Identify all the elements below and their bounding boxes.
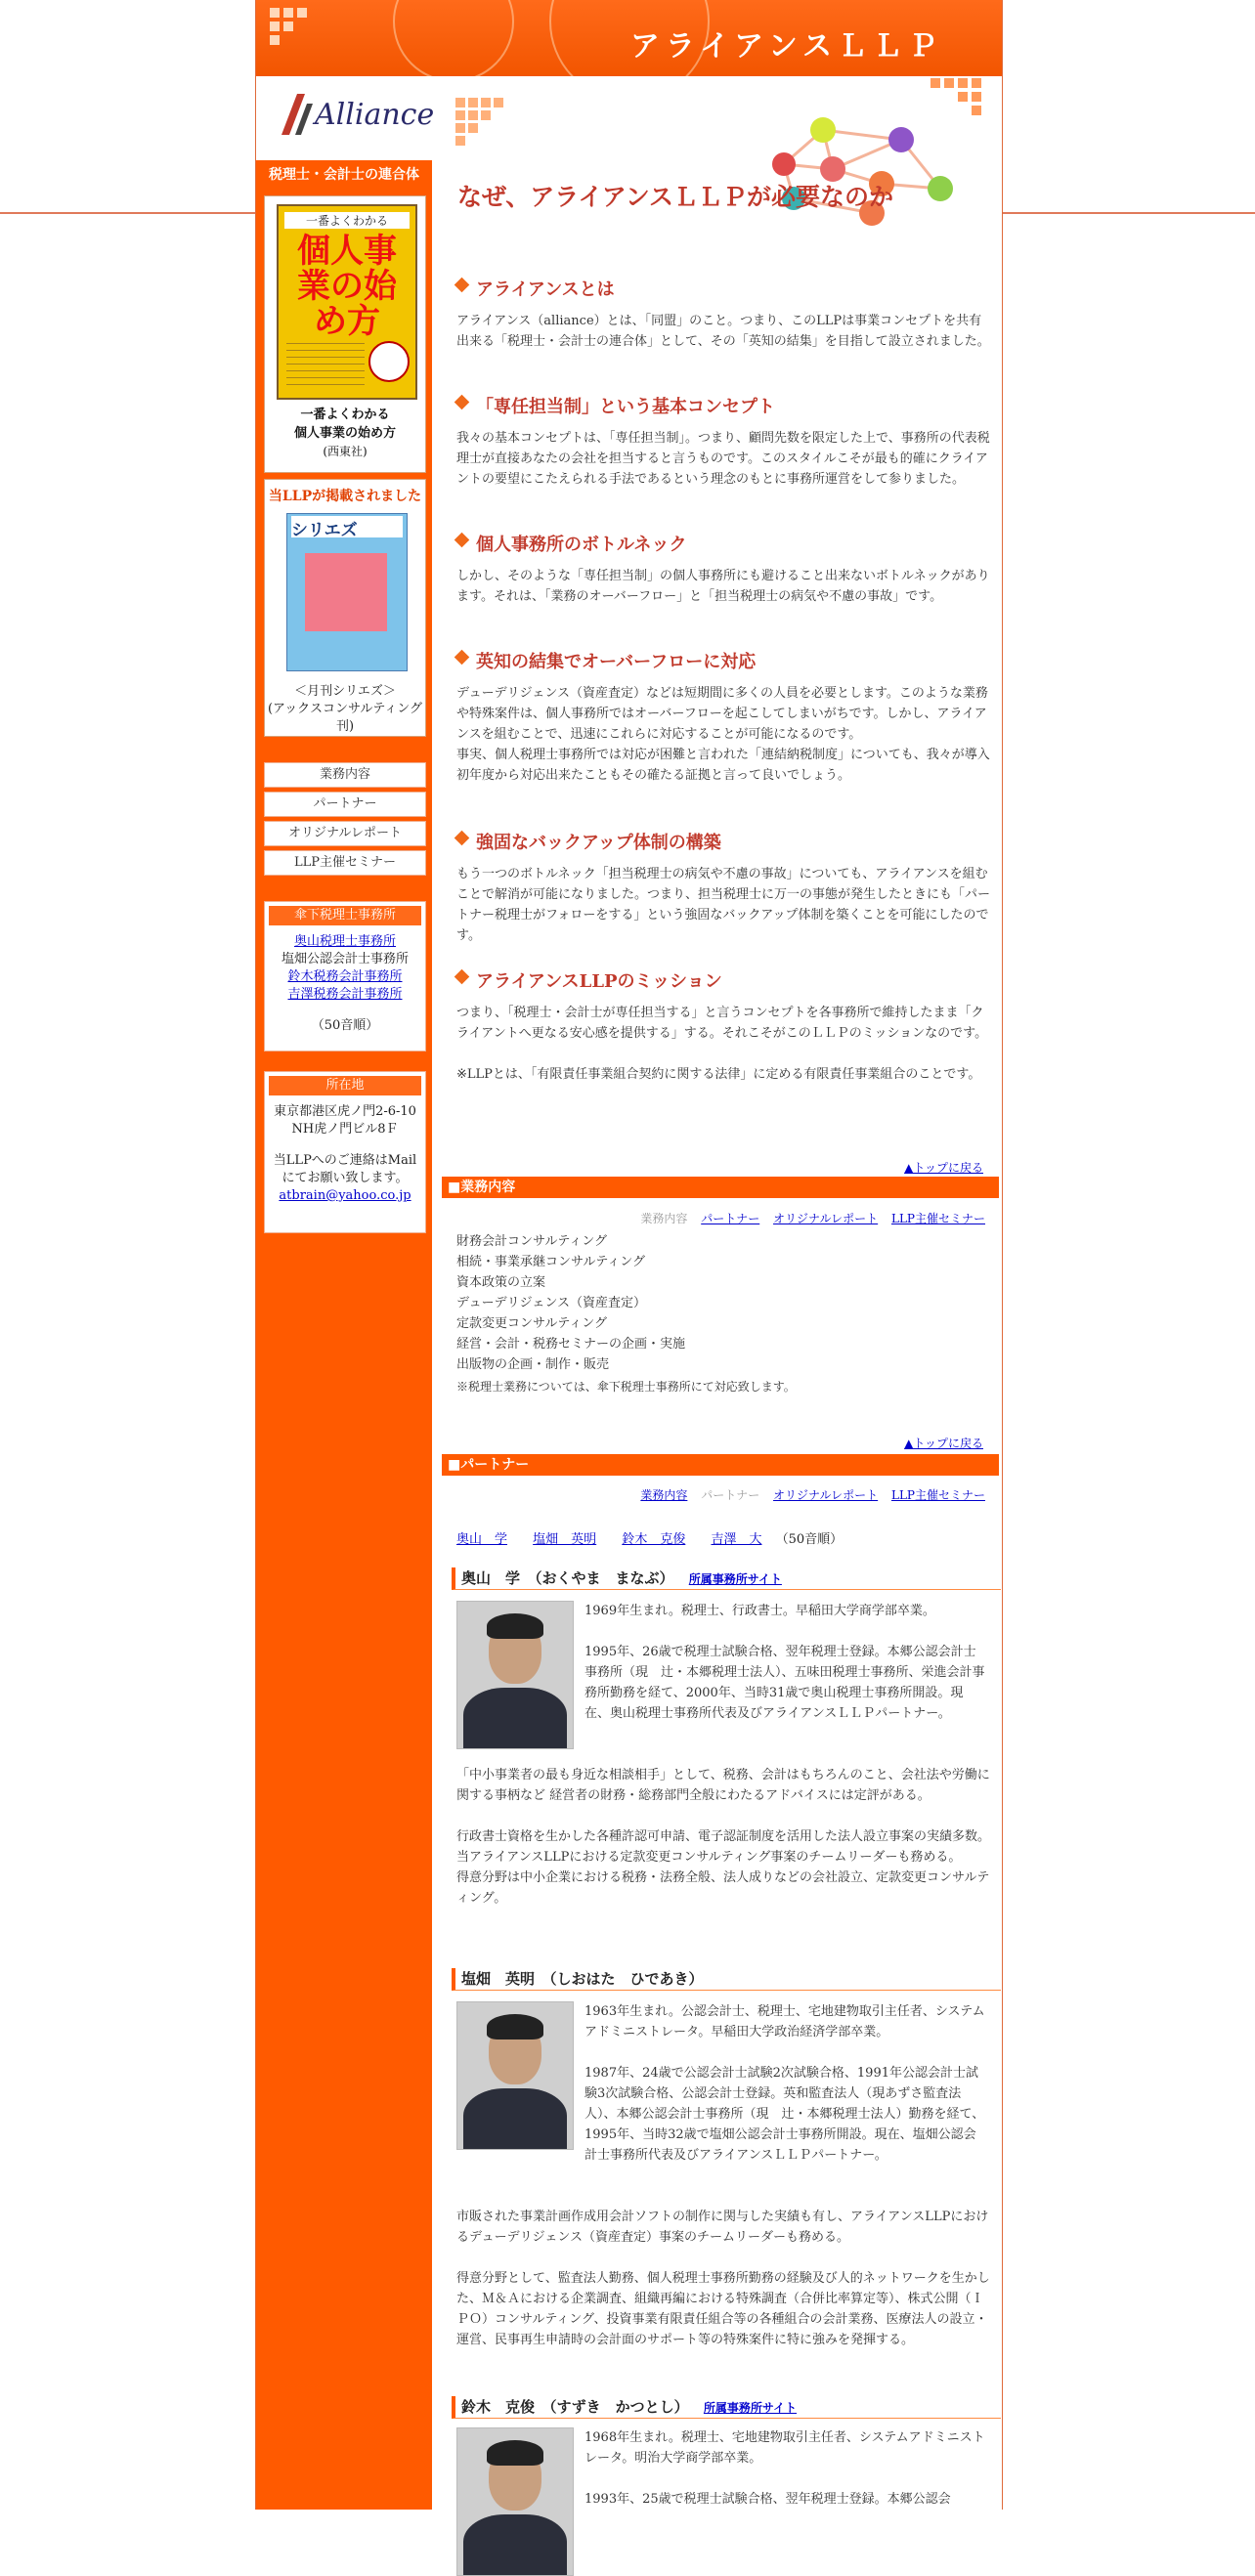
partner-name: 奥山 学 （おくやま まなぶ） [461, 1569, 674, 1587]
services-list [456, 1231, 796, 1397]
services-subnav [630, 1210, 985, 1226]
address-line1: 東京都港区虎ノ門2-6-10 [274, 1104, 416, 1119]
partner-profile-more [456, 1765, 990, 1909]
list-item: 出版物の企画・制作・販売 [456, 1357, 610, 1372]
partner-name: 塩畑 英明 （しおはた ひであき） [461, 1970, 704, 1988]
magazine-promo[interactable] [264, 479, 426, 737]
section-title: アライアンスLLPのミッション [476, 971, 722, 992]
section-title: 強固なバックアップ体制の構築 [476, 833, 721, 853]
list-item: 経営・会計・税務セミナーの企画・実施 [456, 1337, 686, 1352]
partner-name-links [456, 1528, 843, 1547]
section-bottleneck [456, 531, 992, 607]
site-title: アライアンスＬＬＰ [629, 29, 943, 64]
partner-profile-2: 1987年、24歳で公認会計士試験2次試験合格、1991年公認会計士試験3次試験合格、公認会計士登録。英和監査法人（現あずさ監査法人）、本郷公認会計士事務所（現 辻・本郷税理士法人）勤務を経て、1995年、当時32歳で塩畑公認会計士事務所開設。現在、塩畑公認会計士事務所代表及びアライアンスＬＬＰパートナー。 [584, 2066, 985, 2163]
office-site-link[interactable]: 所属事務所サイト [688, 1572, 782, 1586]
section-alliance [456, 276, 992, 352]
section-body: つまり、「税理士・会計士が専任担当する」と言うコンセプトを各事務所で維持したまま「クライアントへ更なる安心感を提供する」する。それこそがこのＬＬＰのミッションなのです。 ※LLPとは、「有限責任事業組合契約に関する法律」に定める有限責任事業組合のことです。 [456, 1006, 988, 1082]
diamond-bullet-icon [454, 395, 470, 410]
book-cover-title: 個人事業の始め方 [297, 232, 397, 341]
book-cover-decoration [286, 343, 365, 388]
partner-profile-3: 市販された事業計画作成用会計ソフトの制作に関与した実績も有し、アライアンスLLPにおけるデューデリジェンス（資産査定）事案のチームリーダーも務める。 [456, 2210, 989, 2245]
banner-grid-icon [270, 8, 338, 57]
diamond-bullet-icon [454, 533, 470, 548]
partner-profile-1: 1963年生まれ。公認会計士、税理士、宅地建物取引主任者、システムアドミニストレータ。早稲田大学政治経済学部卒業。 [584, 2004, 985, 2039]
to-top-link[interactable]: ▲トップに戻る [904, 1161, 983, 1175]
magazine-cover-title: シリエズ [291, 516, 403, 537]
services-note: ※税理士業務については、傘下税理士事務所にて対応致します。 [456, 1380, 796, 1394]
magazine-caption-line2: (アックスコンサルティング刊) [267, 702, 423, 734]
alliance-logo-icon [278, 90, 319, 137]
diamond-bullet-icon [454, 969, 470, 985]
logo-text: Alliance [315, 98, 435, 132]
partner-photo [456, 1601, 574, 1749]
section-title: 英知の結集でオーバーフローに対応 [476, 652, 757, 672]
section-body: しかし、そのような「専任担当制」の個人事務所にも避けること出来ないボトルネックがあります。それは、「業務のオーバーフロー」と「担当税理士の病気や不慮の事故」です。 [456, 569, 990, 604]
partner-profile-1: 1969年生まれ。税理士、行政書士。早稲田大学商学部卒業。 [584, 1604, 935, 1618]
hero-grid-icon [455, 98, 514, 147]
page-container [255, 0, 1003, 2510]
magazine-caption [265, 683, 425, 736]
section-title: アライアンスとは [476, 279, 615, 300]
partner-photo [456, 2427, 574, 2576]
office-text-shiohata: 塩畑公認会計士事務所 [281, 952, 409, 966]
subnav-services-current: 業務内容 [640, 1212, 688, 1225]
partner-profile-2: 1995年、26歳で税理士試験合格、翌年税理士登録。本郷公認会計士事務所（現 辻・本郷税理士法人）、五味田税理士事務所、栄進会計事務所勤務を経て、2000年、当時31歳で奥山税理士事務所開設。現在、奥山税理士事務所代表及びアライアンスＬＬＰパートナー。 [584, 1645, 985, 1721]
book-promo[interactable] [264, 195, 426, 473]
partner-profile [584, 1601, 985, 1724]
contact-note: 当LLPへのご連絡はMailにてお願い致します。 [273, 1153, 417, 1185]
partner-profile-more [456, 2207, 990, 2350]
diamond-bullet-icon [454, 278, 470, 293]
subnav-seminars[interactable]: LLP主催セミナー [890, 1212, 985, 1225]
subnav-partners[interactable]: パートナー [701, 1212, 760, 1225]
book-caption-line2: 個人事業の始め方 [293, 426, 396, 441]
list-item: 相続・事業承継コンサルティング [456, 1255, 646, 1269]
book-cover-top: 一番よくわかる [284, 212, 410, 229]
location-heading: 所在地 [269, 1076, 421, 1095]
offices-heading: 傘下税理士事務所 [269, 906, 421, 925]
partner-photo [456, 2001, 574, 2150]
subnav-seminars[interactable]: LLP主催セミナー [890, 1488, 985, 1502]
sidebar-nav-seminars[interactable]: LLP主催セミナー [264, 850, 426, 876]
sidebar-nav-partners[interactable]: パートナー [264, 792, 426, 817]
office-site-link[interactable]: 所属事務所サイト [703, 2401, 798, 2415]
partner-profile-1: 1968年生まれ。税理士、宅地建物取引主任者、システムアドミニストレータ。明治大学商学部卒業。 [584, 2430, 985, 2466]
section-body: デューデリジェンス（資産査定）などは短期間に多くの人員を必要とします。このような業務や特殊案件は、個人事務所ではオーバーフローを起こしてしまいがちです。しかし、アライアンスを組むことで、迅速にこれらに対応することが可能になるのです。 事実、個人税理士事務所では対応が困難と言われた「連結納税制度」についても、我々が導入初年度から対応出来たこともその確たる証拠と言って良いでしょう。 [456, 686, 990, 783]
partner-profile-4: 行政書士資格を生かした各種許認可申請、電子認証制度を活用した法人設立事案の実績多数。当アライアンスLLPにおける定款変更コンサルティング事案のチームリーダーも務める。 得意分野は中小企業における税務・法務全般、法人成りなどの会社設立、定款変更コンサルティング。 [456, 1829, 991, 1906]
offices-order-note: （50音順） [311, 1018, 379, 1033]
office-link-okuyama[interactable]: 奥山税理士事務所 [293, 934, 396, 949]
partner-profile-4: 得意分野として、監査法人勤務、個人税理士事務所勤務の経験及び人的ネットワークを生かした、Ｍ＆Ａにおける企業調査、組織再編における特殊調査（合併比率算定等）、株式公開（ＩＰＯ）コンサルティング、投資事業有限責任組合等の各種組合の会計業務、医療法人の設立・運営、民事再生申請時の会計面のサポート等の特殊案件に特に強みを発揮する。 [456, 2271, 990, 2347]
section-title: 個人事務所のボトルネック [476, 535, 687, 555]
magazine-caption-line1: ＜月刊シリエズ＞ [294, 684, 396, 699]
section-mission [456, 967, 992, 1085]
sidebar [256, 76, 435, 2510]
location-box [264, 1071, 426, 1233]
sidebar-nav-reports[interactable]: オリジナルレポート [264, 821, 426, 846]
book-caption-line1: 一番よくわかる [300, 408, 390, 422]
offices-box [264, 901, 426, 1052]
section-body: もう一つのボトルネック「担当税理士の病気や不慮の事故」についても、アライアンスを組むことで解消が可能になりました。つまり、担当税理士に万一の事態が発生したときにも「パートナー税理士がフォローをする」という強固なバックアップ体制を築くことを可能にしたのです。 [456, 867, 991, 943]
list-item: 資本政策の立案 [456, 1275, 546, 1290]
to-top-link[interactable]: ▲トップに戻る [904, 1437, 983, 1450]
office-link-suzuki[interactable]: 鈴木税務会計事務所 [287, 969, 403, 984]
partners-heading: ■パートナー [442, 1454, 999, 1476]
subnav-reports[interactable]: オリジナルレポート [773, 1212, 879, 1225]
diamond-bullet-icon [454, 831, 470, 846]
book-badge-icon [368, 341, 410, 382]
diamond-bullet-icon [454, 650, 470, 665]
partner-profile-2: 1993年、25歳で税理士試験合格、翌年税理士登録。本郷公認会 [584, 2492, 951, 2507]
book-publisher: (西東社) [323, 445, 368, 458]
banner-decoration [393, 0, 514, 76]
services-heading: ■業務内容 [442, 1177, 999, 1198]
list-item: 財務会計コンサルティング [456, 1234, 608, 1249]
section-body: 我々の基本コンセプトは、「専任担当制」。つまり、顧問先数を限定した上で、事務所の代表税理士が直接あなたの会社を担当すると言うものです。このスタイルこそが最も的確にクライアントの要望にこたえられる手法であるという理念のもとに事務所運営をして参りました。 [456, 431, 990, 487]
section-overflow [456, 648, 992, 786]
partner-profile-3: 「中小事業者の最も身近な相談相手」として、税務、会計はもちろんのこと、会社法や労働に関する事柄など 経営者の財務・総務部門全般にわたるアドバイスには定評がある。 [456, 1768, 990, 1803]
magazine-heading: 当LLPが掲載されました [268, 489, 422, 504]
partner-link-suzuki[interactable]: 鈴木 克俊 [622, 1532, 686, 1547]
section-body: アライアンス（alliance）とは、「同盟」のこと。つまり、このLLPは事業コンセプトを共有出来る「税理士・会計士の連合体」として、その「英知の結集」を目指して設立されました。 [456, 314, 990, 349]
partner-name-heading [452, 1968, 1001, 1991]
partner-name-heading [452, 2396, 1001, 2419]
partner-profile [584, 2001, 985, 2166]
logo[interactable] [256, 76, 435, 160]
hero [442, 76, 995, 242]
hero-title: なぜ、アライアンスＬＬＰが必要なのか [457, 183, 894, 211]
magazine-cover-illustration [305, 553, 387, 631]
section-concept [456, 393, 992, 490]
magazine-cover-image[interactable] [286, 513, 408, 671]
partner-link-shiohata[interactable]: 塩畑 英明 [533, 1532, 597, 1547]
address-line2: NH虎ノ門ビル8Ｆ [291, 1122, 399, 1137]
contact-email-link[interactable]: atbrain@yahoo.co.jp [279, 1188, 411, 1203]
sidebar-caption: 税理士・会計士の連合体 [269, 167, 419, 183]
list-item: 定款変更コンサルティング [456, 1316, 608, 1331]
book-cover-image[interactable] [277, 204, 417, 400]
partner-profile [584, 2427, 985, 2510]
partners-subnav [630, 1486, 985, 1503]
partner-name: 鈴木 克俊 （すずき かつとし） [461, 2398, 689, 2416]
office-link-yoshizawa[interactable]: 吉澤税務会計事務所 [287, 987, 403, 1002]
partners-order-note: （50音順） [775, 1532, 844, 1547]
sidebar-nav-services[interactable]: 業務内容 [264, 762, 426, 788]
book-caption [265, 406, 425, 461]
partner-link-okuyama[interactable]: 奥山 学 [456, 1532, 508, 1547]
partner-link-yoshizawa[interactable]: 吉澤 大 [711, 1532, 762, 1547]
subnav-partners-current: パートナー [701, 1488, 760, 1502]
list-item: デューデリジェンス（資産査定） [456, 1296, 646, 1310]
section-title: 「専任担当制」という基本コンセプト [476, 397, 775, 417]
partner-name-heading [452, 1567, 1001, 1590]
header-banner [256, 0, 1002, 76]
subnav-services[interactable]: 業務内容 [640, 1488, 688, 1502]
section-backup [456, 829, 992, 946]
subnav-reports[interactable]: オリジナルレポート [773, 1488, 879, 1502]
